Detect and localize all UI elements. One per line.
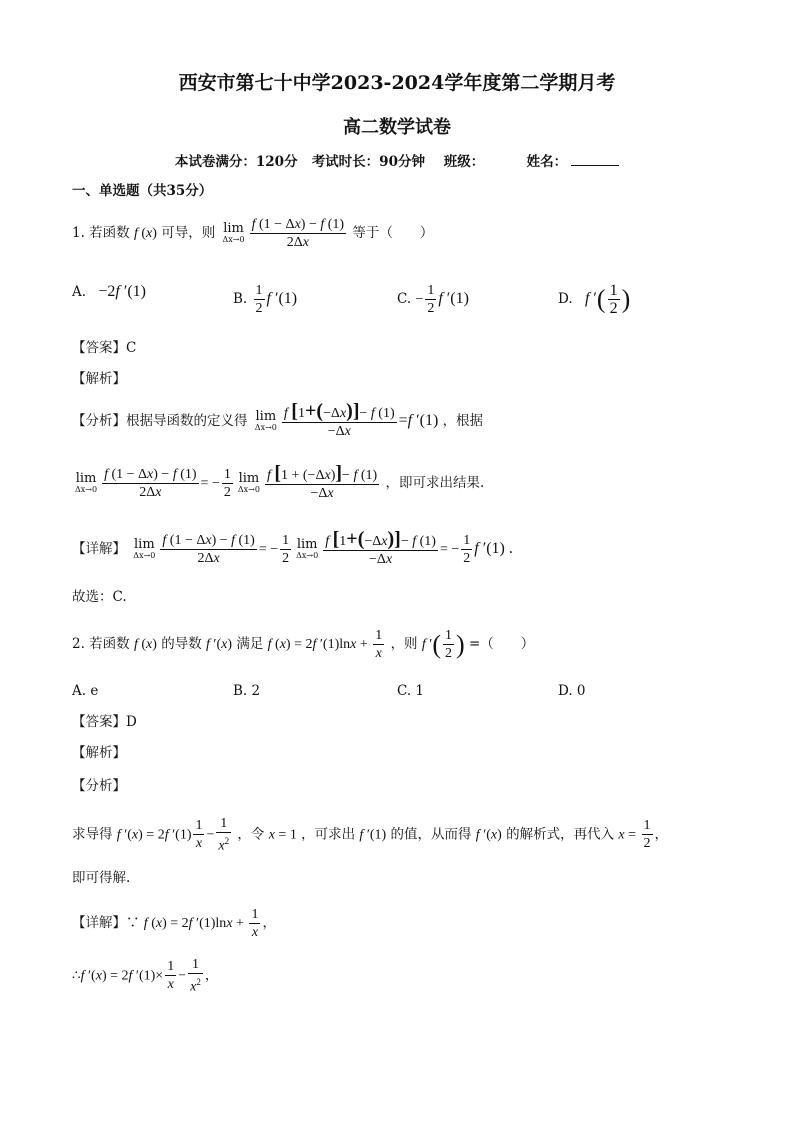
q2-solve-xhalf: x = xyxy=(618,827,640,843)
q2-solve-mid2: ，可求出 xyxy=(301,826,356,843)
q2-solve-minus: − xyxy=(206,827,215,843)
option-b-label: B. xyxy=(233,291,248,307)
q2-solve-mid3: 的值，从而得 xyxy=(390,826,472,843)
q2-mid2: 满足 xyxy=(236,636,264,652)
class-label: 班级： xyxy=(443,154,485,170)
q1-option-d[interactable] xyxy=(558,282,630,317)
name-blank[interactable] xyxy=(571,165,619,166)
q2-solve-deriv: f ′(x) = 2f ′(1) xyxy=(116,827,192,843)
q2-solve-prefix: 求导得 xyxy=(72,826,113,843)
q1-detail xyxy=(72,528,513,568)
time-info: 考试时长：90分钟 xyxy=(311,154,425,170)
q2-eq-frac: $\frac{1}{x}$ xyxy=(375,628,383,661)
q1-fenxi2-half: $\frac{1}{2}$ xyxy=(223,467,231,500)
q2-solve-fpx: f ′(x) xyxy=(475,827,502,843)
q2-therefore-frac1: $\frac{1}{x}$ xyxy=(167,959,175,993)
q2-prefix: 2. 若函数 xyxy=(72,636,130,652)
option-d-formula: f ′( $\frac{1}{2}$ ) xyxy=(584,282,631,317)
q2-solve-frac1: $\frac{1}{x}$ xyxy=(195,818,203,852)
q1-fenxi2-eq: = − xyxy=(200,476,220,491)
q2-solve-tail: 即可得解. xyxy=(72,870,131,886)
q2-option-c[interactable]: C. 1 xyxy=(397,683,425,699)
q2-detail-end: ， xyxy=(262,915,276,931)
q1-fenxi-prefix: 【分析】根据导函数的定义得 xyxy=(72,413,248,429)
q1-fenxi-mid: ，根据 xyxy=(442,413,484,429)
q1-detail-prefix: 【详解】 xyxy=(72,541,126,557)
q1-detail-frac1: $\frac{f (1 - \Delta x) - f (1)}{2\Delta x}$ xyxy=(162,533,255,566)
q2-stem xyxy=(72,627,534,662)
q1-answer: 【答案】C xyxy=(72,340,137,356)
q2-option-b[interactable]: B. 2 xyxy=(233,683,261,699)
q2-suffix: =（ ） xyxy=(468,636,535,652)
q1-option-a[interactable] xyxy=(72,282,146,302)
q1-fenxi xyxy=(72,400,484,440)
option-c-label: C. xyxy=(397,291,412,307)
q2-therefore-eq: f ′(x) = 2f ′(1)× xyxy=(80,968,164,984)
q1-detail-half: $\frac{1}{2}$ xyxy=(282,533,290,566)
name-label: 姓名： xyxy=(526,154,568,170)
option-c-minus: − xyxy=(415,292,424,307)
q1-fenxi-limit: lim Δx→0 xyxy=(254,408,277,432)
option-b-frac: $\frac{1}{2}$ xyxy=(255,283,263,316)
q1-detail-half2: $\frac{1}{2}$ xyxy=(463,533,471,566)
q1-fenxi2-frac2: $\frac{f [1 + (-\Delta x)]- f (1)}{-\Delta x}$ xyxy=(266,462,378,501)
q2-fhalf: f ′( $\frac{1}{2}$ ) xyxy=(421,628,465,662)
q2-answer: 【答案】D xyxy=(72,714,137,730)
option-a-label: A. xyxy=(72,284,87,300)
q2-solve-mid4: 的解析式，再代入 xyxy=(506,826,615,843)
q2-mid1: 的导数 xyxy=(161,636,202,652)
q2-therefore-end: ， xyxy=(204,967,219,984)
q1-detail-limit: lim Δx→0 xyxy=(133,536,156,560)
q1-detail-result: f ′(1) . xyxy=(474,540,513,557)
q1-fenxi2-frac1: $\frac{f (1 - \Delta x) - f (1)}{2\Delta x}$ xyxy=(104,467,197,500)
q1-detail-eq2: = − xyxy=(439,542,460,557)
q2-solve-end: ， xyxy=(654,826,669,843)
q1-choose: 故选：C. xyxy=(72,589,127,605)
option-d-label: D. xyxy=(558,291,573,308)
q2-therefore-frac2: $\frac{1}{x^2}$ xyxy=(190,957,201,995)
q1-option-c[interactable] xyxy=(397,282,469,317)
q2-detail-frac: $\frac{1}{x}$ xyxy=(251,907,259,940)
q1-analysis-label: 【解析】 xyxy=(72,371,126,387)
q1-stem xyxy=(72,216,433,251)
q1-fenxi-fraction: $\frac{f [1+(-\Delta x)]- f (1)}{-\Delta x}$ xyxy=(283,400,395,439)
q1-option-b[interactable] xyxy=(233,282,297,317)
q1-fenxi-end: ，即可求出结果. xyxy=(385,475,485,491)
q2-detail-eq: f (x) = 2f ′(1)lnx + xyxy=(143,916,248,931)
q2-equation: f (x) = 2f ′(1)lnx + xyxy=(267,637,372,652)
q1-prefix: 1. 若函数 xyxy=(72,225,130,241)
q2-solve-frac2: $\frac{1}{x^2}$ xyxy=(218,816,230,854)
q2-fpx: f ′(x) xyxy=(206,637,233,652)
q2-option-d[interactable]: D. 0 xyxy=(558,683,586,699)
q2-solve-x1: x = 1 xyxy=(268,827,297,843)
q1-fraction: $\frac{f (1 - \Delta x) - f (1)}{2\Delta x}$ xyxy=(251,217,345,250)
q2-mid3: ，则 xyxy=(390,636,418,652)
option-b-formula: f ′(1) xyxy=(266,290,298,307)
q2-fenxi-label: 【分析】 xyxy=(72,778,126,794)
q1-detail-frac2: $\frac{f [1+(-\Delta x)]- f (1)}{-\Delta x}$ xyxy=(325,528,436,567)
q2-solve-f1: f ′(1) xyxy=(359,827,387,843)
q2-analysis-label: 【解析】 xyxy=(72,745,126,761)
section-heading: 一、单选题（共35分） xyxy=(72,183,213,199)
exam-subtitle: 高二数学试卷 xyxy=(343,117,451,138)
q1-limit: lim Δx→0 xyxy=(222,220,245,244)
option-c-frac: $\frac{1}{2}$ xyxy=(427,283,435,316)
option-c-formula: f ′(1) xyxy=(438,290,469,307)
q1-suffix: 等于（ ） xyxy=(352,225,434,241)
score-info: 本试卷满分：120分 xyxy=(174,154,298,170)
q2-therefore xyxy=(72,956,218,996)
q1-fx: f (x) xyxy=(133,226,157,241)
q1-fenxi-result: =f ′(1) xyxy=(398,412,439,429)
q2-detail xyxy=(72,906,276,941)
q2-solve xyxy=(72,815,668,855)
q2-fx: f (x) xyxy=(133,637,157,652)
q2-solve-half: $\frac{1}{2}$ xyxy=(643,818,651,852)
q1-fenxi-line2 xyxy=(72,462,485,502)
exam-info xyxy=(0,150,794,170)
q2-solve-mid1: ，令 xyxy=(237,826,265,843)
exam-title: 西安市第七十中学2023-2024学年度第二学期月考 xyxy=(178,72,616,94)
q1-detail-limit2: lim Δx→0 xyxy=(296,536,319,560)
q1-detail-eq: = − xyxy=(258,542,279,557)
q2-detail-prefix: 【详解】∵ xyxy=(72,915,140,931)
option-a-formula: −2f ′(1) xyxy=(98,283,146,300)
q2-option-a[interactable]: A. e xyxy=(72,683,99,699)
q1-mid: 可导，则 xyxy=(161,225,216,241)
q2-therefore-minus: − xyxy=(178,968,187,984)
q1-fenxi2-limit: lim Δx→0 xyxy=(75,470,98,494)
q1-fenxi2-limit2: lim Δx→0 xyxy=(237,470,260,494)
therefore-symbol: ∴ xyxy=(72,967,81,984)
